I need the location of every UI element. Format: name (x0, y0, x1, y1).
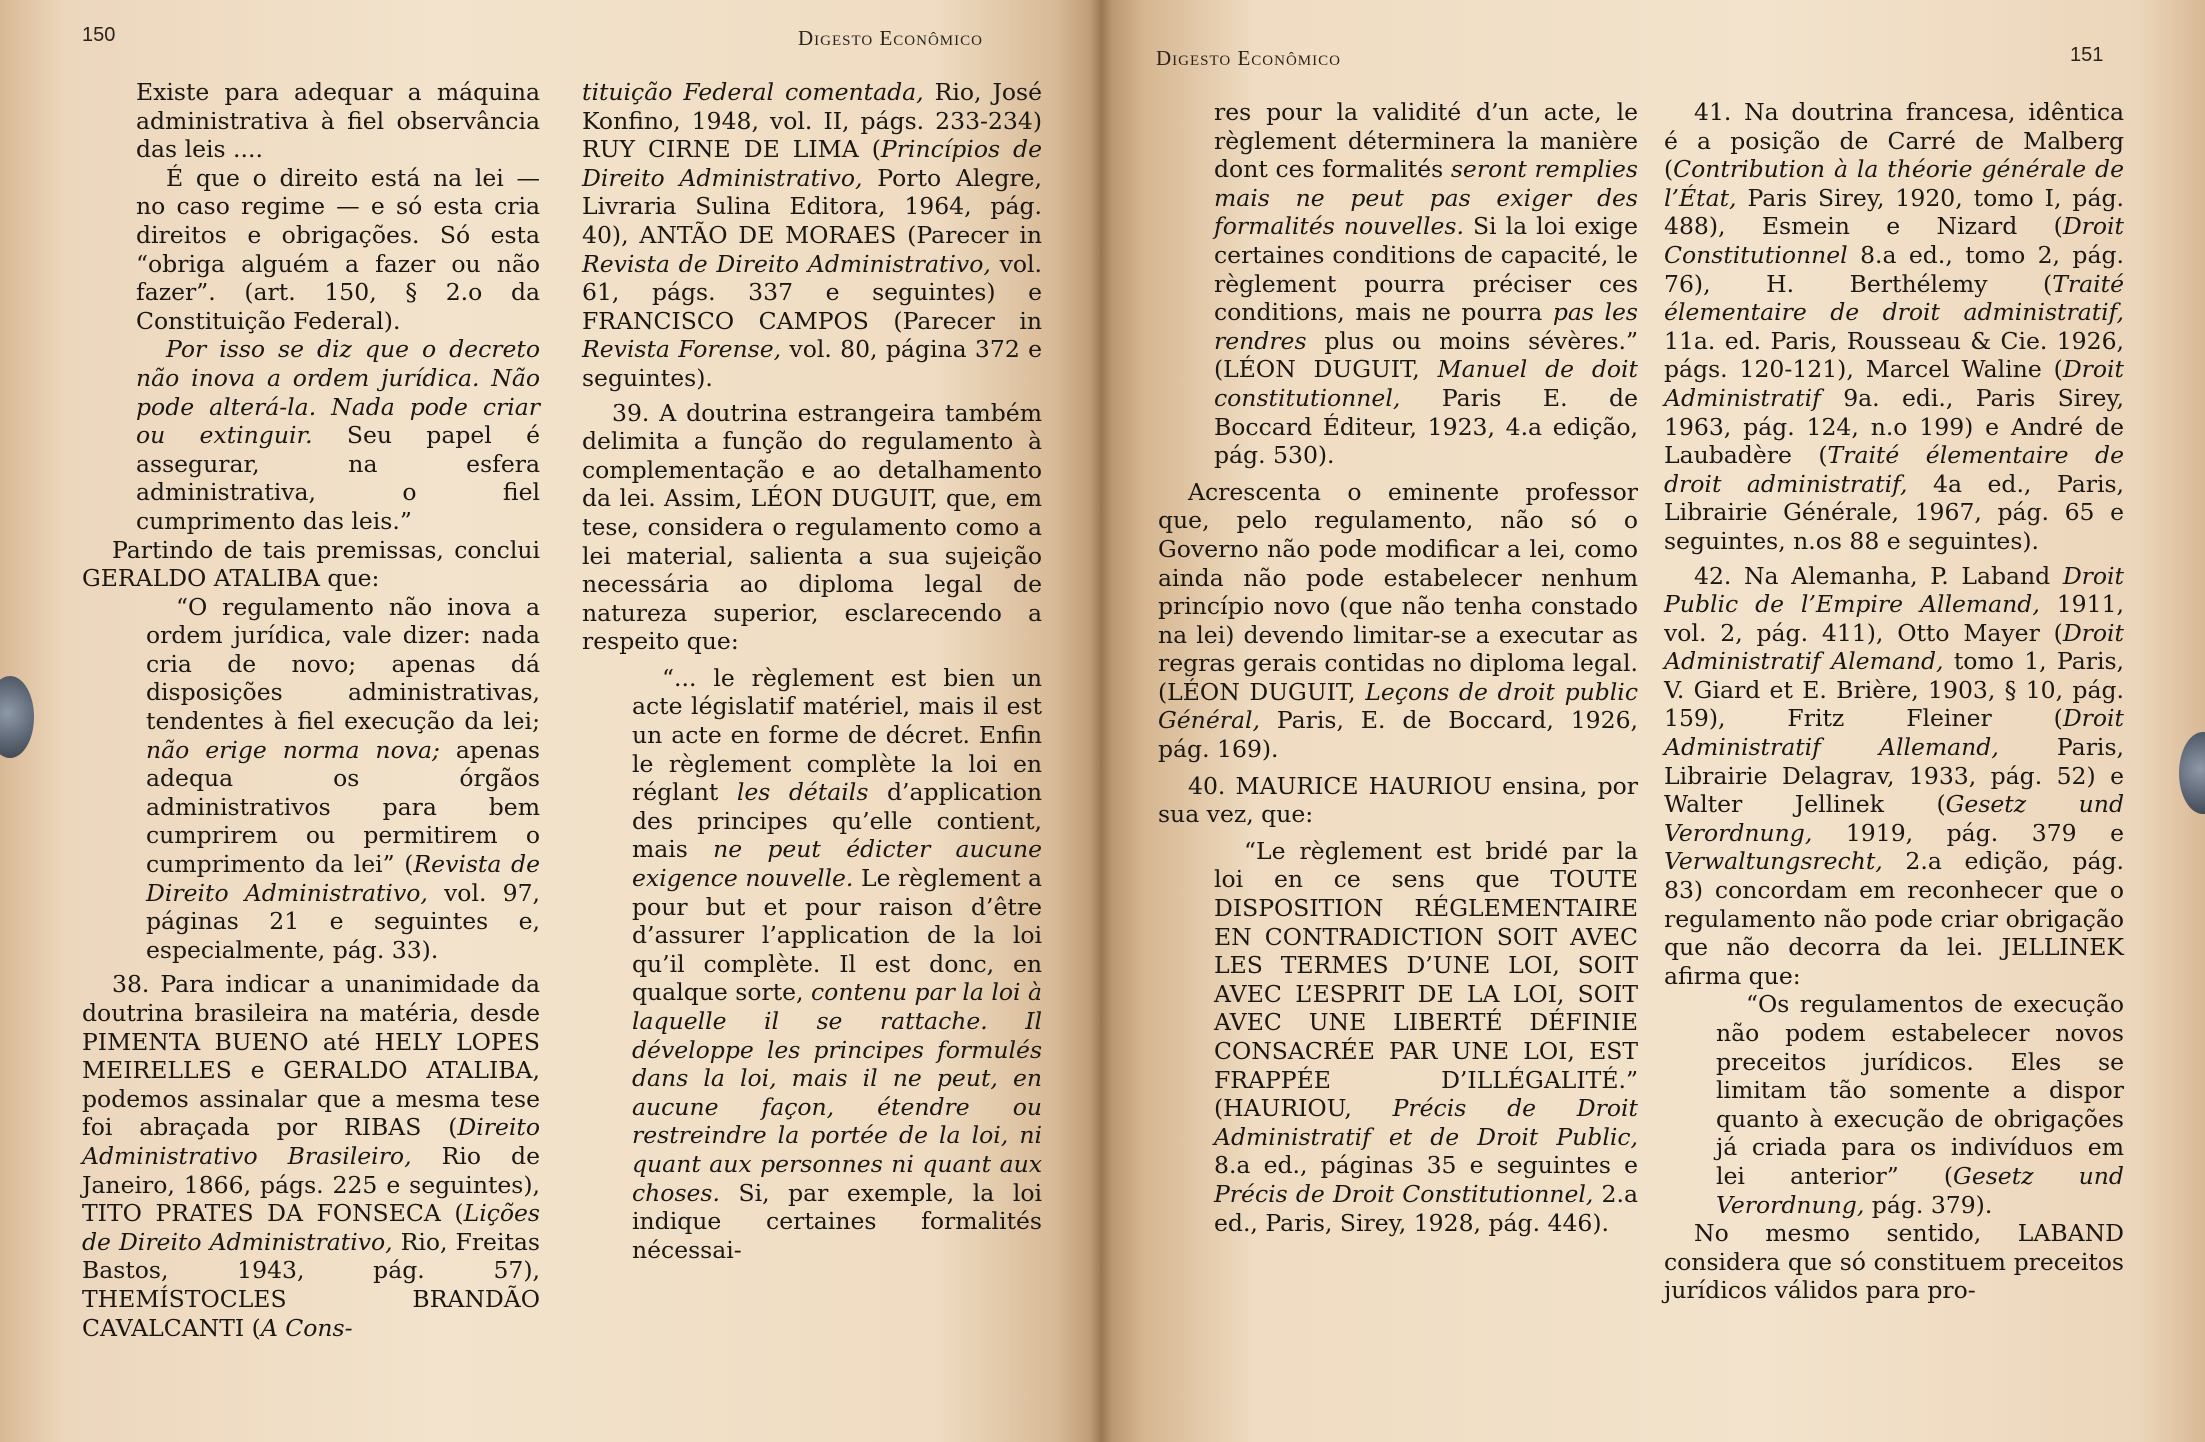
paragraph: Acrescenta o eminente professor que, pelo regulamento, não só o Governo não pode modificar a lei, como ainda não pode estabelecer nenhum princípio novo (que não tenha constado na lei) devendo limitar-se a executar as regras gerais contidas no diploma legal. (LÉON DUGUIT, Leçons de droit public Général, Paris, E. de Boccard, 1926, pág. 169). (1158, 477, 1638, 764)
block-quote: “Os regulamentos de execução não podem estabelecer novos preceitos jurídicos. Eles se limitam tão somente a dispor quanto à execução de obrigações já criada para os indivíduos em lei anterior” (Gesetz und Verordnung, pág. 379). (1716, 990, 2124, 1219)
paragraph: 40. MAURICE HAURIOU ensina, por sua vez, que: (1158, 771, 1638, 829)
left-page-column-2 (582, 78, 1042, 1264)
left-page (0, 0, 1100, 1442)
page-number: 150 (82, 24, 116, 46)
book-gutter (1090, 0, 1112, 1442)
binding-hole (2179, 732, 2205, 814)
right-page-column-2 (1664, 98, 2124, 1305)
page-number: 151 (2070, 44, 2104, 66)
paragraph: tituição Federal comentada, Rio, José Konfino, 1948, vol. II, págs. 233-234) RUY CIRNE DE LIMA (Princípios de Direito Administrativo, Porto Alegre, Livraria Sulina Editora, 1964, pág. 40), ANTÃO DE MORAES (Parecer in Revista de Direito Administrativo, vol. 61, págs. 337 e seguintes) e FRANCISCO CAMPOS (Parecer in Revista Forense, vol. 80, página 372 e seguintes). (582, 78, 1043, 392)
paragraph: 42. Na Alemanha, P. Laband Droit Public de l’Empire Allemand, 1911, vol. 2, pág. 411), Otto Mayer (Droit Administratif Alemand, tomo 1, Paris, V. Giard et E. Brière, 1903, § 10, pág. 159), Fritz Fleiner (Droit Administratif Allemand, Paris, Librairie Delagrav, 1933, pág. 52) e Walter Jellinek (Gesetz und Verordnung, 1919, pág. 379 e Verwaltungsrecht, 2.a edição, pág. 83) concordam em reconhecer que o regulamento não pode criar obrigação que não decorra da lei. JELLINEK afirma que: (1664, 561, 2124, 990)
paragraph: 41. Na doutrina francesa, idêntica é a posição de Carré de Malberg (Contribution à la théorie générale de l’État, Paris Sirey, 1920, tomo I, pág. 488), Esmein e Nizard (Droit Constitutionnel 8.a ed., tomo 2, pág. 76), H. Berthélemy (Traité élementaire de droit administratif, 11a. ed. Paris, Rousseau & Cie. 1926, págs. 120-121), Marcel Waline (Droit Administratif 9a. edi., Paris Sirey, 1963, pág. 124, n.o 199) e André de Laubadère (Traité élementaire de droit administratif, 4a ed., Paris, Librairie Générale, 1967, pág. 65 e seguintes, n.os 88 e seguintes). (1664, 98, 2124, 555)
running-head: Digesto Econômico (1156, 46, 1341, 70)
block-quote: “... le règlement est bien un acte législatif matériel, mais il est un acte en forme de décret. Enfin le règlement complète la loi en réglant les détails d’application des principes qu’elle contient, mais ne peut édicter aucune exigence nouvelle. Le règlement a pour but et pour raison d’être d’assurer l’application de la loi qu’il complète. Il est donc, en qualque sorte, contenu par la loi à laquelle il se rattache. Il développe les principes formulés dans la loi, mais il ne peut, en aucune façon, étendre ou restreindre la portée de la loi, ni quant aux personnes ni quant aux choses. Si, par exemple, la loi indique certaines formalités nécessai- (632, 663, 1043, 1264)
paragraph: Existe para adequar a máquina administrativa à fiel observância das leis .... (136, 78, 540, 164)
binding-hole (0, 676, 34, 758)
paragraph: 38. Para indicar a unanimidade da doutrina brasileira na matéria, desde PIMENTA BUENO até HELY LOPES MEIRELLES e GERALDO ATALIBA, podemos assinalar que a mesma tese foi abraçada por RIBAS (Direito Administrativo Brasileiro, Rio de Janeiro, 1866, págs. 225 e seguintes), TITO PRATES DA FONSECA (Lições de Direito Administrativo, Rio, Freitas Bastos, 1943, pág. 57), THEMÍSTOCLES BRANDÃO CAVALCANTI (A Cons- (82, 970, 540, 1342)
block-quote: “O regulamento não inova a ordem jurídica, vale dizer: nada cria de novo; apenas dá disposições administrativas, tendentes à fiel execução da lei; não erige norma nova; apenas adequa os órgãos administrativos para bem cumprirem ou permitirem o cumprimento da lei” (Revista de Direito Administrativo, vol. 97, páginas 21 e seguintes e, especialmente, pág. 33). (146, 592, 540, 964)
paragraph: É que o direito está na lei — no caso regime — e só esta cria direitos e obrigações. Só esta “obriga alguém a fazer ou não fazer”. (art. 150, § 2.o da Constituição Federal). (136, 163, 540, 335)
block-quote: “Le règlement est bridé par la loi en ce sens que TOUTE DISPOSITION RÉGLEMENTAIRE EN CONTRADICTION SOIT AVEC LES TERMES D’UNE LOI, SOIT AVEC L’ESPRIT DE LA LOI, SOIT AVEC UNE LIBERTÉ DÉFINIE CONSACRÉE PAR UNE LOI, EST FRAPPÉE D’ILLÉGALITÉ.” (HAURIOU, Précis de Droit Administratif et de Droit Public, 8.a ed., páginas 35 e seguintes e Précis de Droit Constitutionnel, 2.a ed., Paris, Sirey, 1928, pág. 446). (1214, 836, 1638, 1237)
paragraph: 39. A doutrina estrangeira também delimita a função do regulamento à complementação e ao detalhamento da lei. Assim, LÉON DUGUIT, que, em tese, considera o regulamento como a lei material, salienta a sua sujeição necessária ao diploma legal de natureza superior, esclarecendo a respeito que: (582, 398, 1042, 656)
running-head: Digesto Econômico (798, 26, 983, 50)
paragraph: No mesmo sentido, LABAND considera que só constituem preceitos jurídicos válidos para pro- (1664, 1219, 2124, 1305)
paragraph: Partindo de tais premissas, conclui GERALDO ATALIBA que: (82, 535, 540, 593)
left-page-column-1 (82, 78, 540, 1342)
paragraph: Por isso se diz que o decreto não inova a ordem jurídica. Não pode alterá-la. Nada pode criar ou extinguir. Seu papel é assegurar, na esfera administrativa, o fiel cumprimento das leis.” (136, 335, 540, 535)
block-quote: res pour la validité d’un acte, le règlement déterminera la manière dont ces formalités seront remplies mais ne peut pas exiger des formalités nouvelles. Si la loi exige certaines conditions de capacité, le règlement pourra préciser ces conditions, mais ne pourra pas les rendres plus ou moins sévères.” (LÉON DUGUIT, Manuel de doit constitutionnel, Paris E. de Boccard Éditeur, 1923, 4.a edição, pág. 530). (1214, 98, 1638, 470)
right-page (1100, 0, 2205, 1442)
right-page-column-1 (1158, 98, 1638, 1237)
